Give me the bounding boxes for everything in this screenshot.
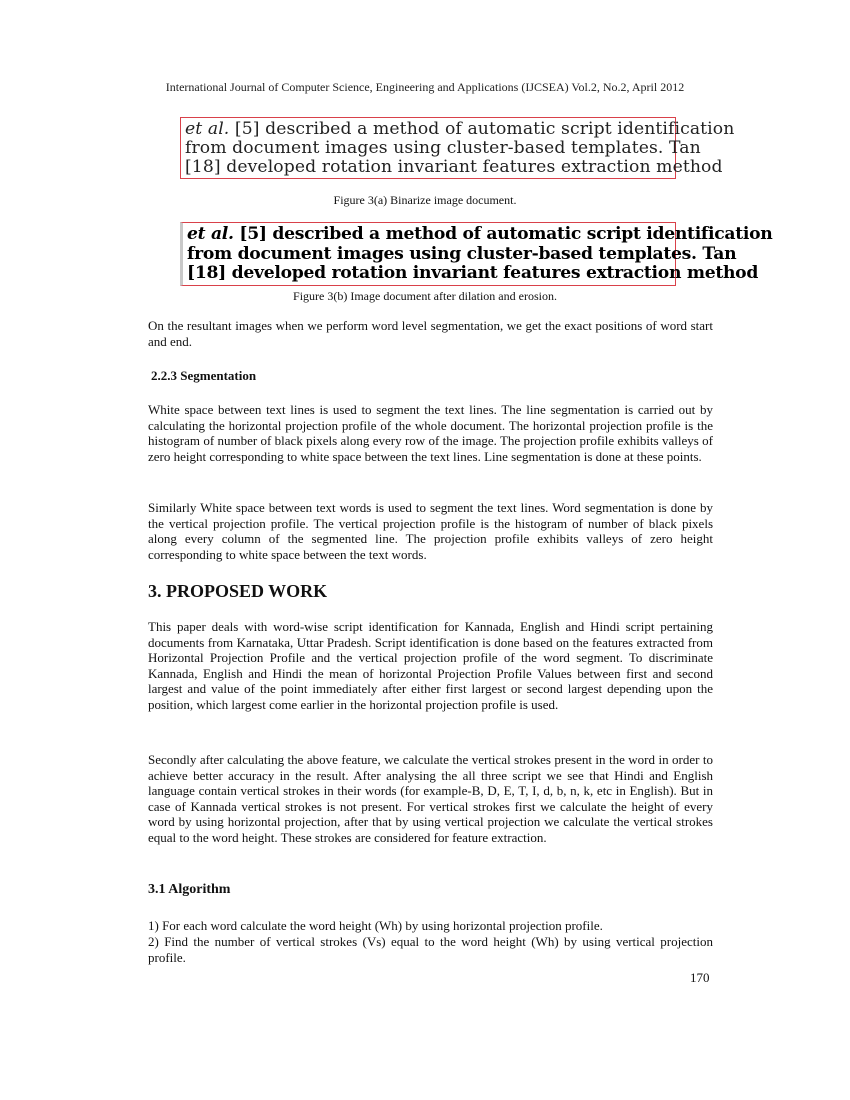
paragraph-resultant: On the resultant images when we perform word level segmentation, we get the exact positions of word start and end.	[148, 318, 713, 349]
figure-3a-line-3: [18] developed rotation invariant features extraction method	[185, 157, 723, 177]
journal-header: International Journal of Computer Science, Engineering and Applications (IJCSEA) Vol.2, No.2, April 2012	[165, 80, 685, 94]
figure-3a-line-1: et al. [5] described a method of automatic script identification	[185, 119, 735, 139]
section-heading-segmentation: 2.2.3 Segmentation	[151, 368, 257, 383]
figure-3b-line-1: et al. [5] described a method of automatic script identification	[187, 224, 773, 244]
paragraph-word-segmentation: Similarly White space between text words is used to segment the text lines. Word segmentation is done by the vertical projection profile. The vertical projection profile is the histogram of number of black pixels along every column of the segmented line. The projection profile exhibits valleys of zero height corresponding to white space between the text words.	[148, 500, 713, 562]
page-number: 170	[690, 970, 710, 985]
figure-3a-caption: Figure 3(a) Binarize image document.	[333, 193, 517, 207]
paragraph-proposed-1: This paper deals with word-wise script identification for Kannada, English and Hindi script pertaining documents from Karnataka, Uttar Pradesh. Script identification is done based on the features extracted from Horizontal Projection Profile and the vertical projection profile of the word segment. To discriminate Kannada, English and Hindi the mean of horizontal Projection Profile Values between first and second largest and value of the point immediately after either first largest or second largest depending upon the position, which largest come earlier in the horizontal projection profile is used.	[148, 619, 713, 712]
section-heading-algorithm: 3.1 Algorithm	[148, 882, 231, 897]
figure-3b-line-2: from document images using cluster-based templates. Tan	[187, 243, 737, 264]
figure-3b-dilated-image	[180, 222, 773, 286]
section-heading-proposed-work: 3. PROPOSED WORK	[148, 581, 328, 601]
figure-3a-line-2: from document images using cluster-based templates. Tan	[185, 138, 701, 158]
figure-3b-caption: Figure 3(b) Image document after dilation and erosion.	[293, 289, 557, 303]
algorithm-step-1: 1) For each word calculate the word height (Wh) by using horizontal projection profile.	[148, 918, 603, 933]
algorithm-step-2: 2) Find the number of vertical strokes (Vs) equal to the word height (Wh) by using vertical projection profile.	[148, 934, 713, 965]
figure-3a-binarized-image	[180, 117, 735, 179]
figure-3b-line-3: [18] developed rotation invariant features extraction method	[187, 263, 759, 283]
paragraph-line-segmentation: White space between text lines is used to segment the text lines. The line segmentation is carried out by calculating the horizontal projection profile of the whole document. The horizontal projection profile is the histogram of number of black pixels along every row of the image. The projection profile exhibits valleys of zero height corresponding to white space between the text lines. Line segmentation is done at these points.	[148, 402, 713, 464]
paragraph-proposed-2: Secondly after calculating the above feature, we calculate the vertical strokes present in the word in order to achieve better accuracy in the result. After analysing the all three script we see that Hindi and English language contain vertical strokes in their words (for example-B, D, E, T, I, d, b, n, k, etc in English). But in case of Kannada vertical strokes is not present. For vertical strokes first we calculate the height of every word by using horizontal projection, after that by using vertical projection we calculate the vertical strokes equal to the word height. These strokes are considered for feature extraction.	[148, 752, 713, 845]
